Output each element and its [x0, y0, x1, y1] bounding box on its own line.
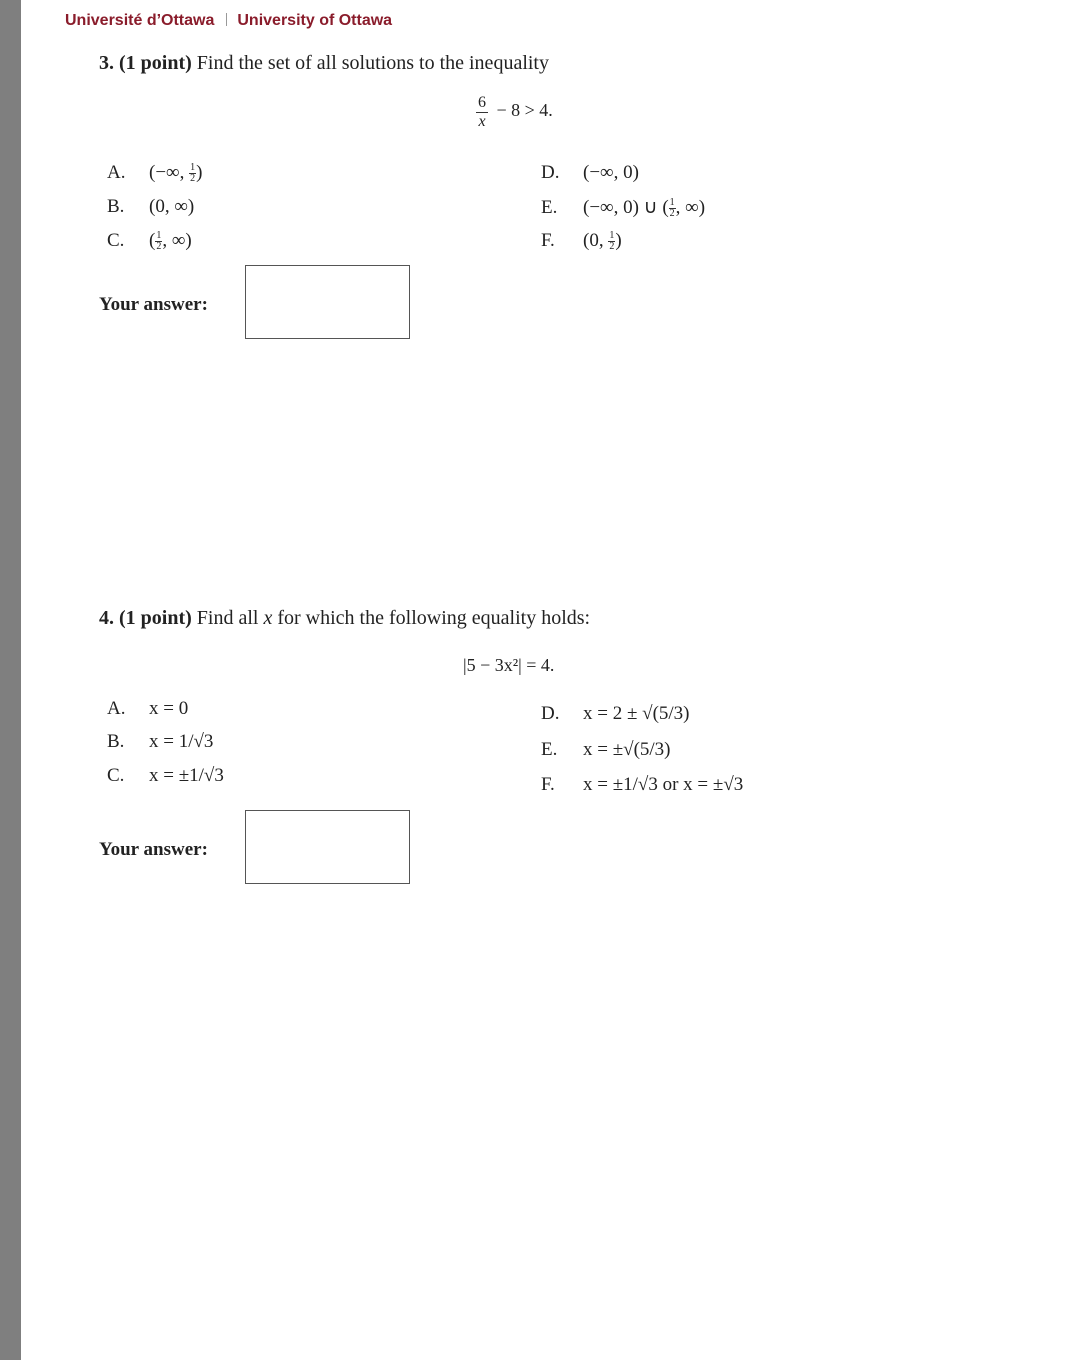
frac-den: 2: [190, 173, 196, 185]
option-value: x = 2 ± √(5/3): [583, 703, 690, 724]
q3-option-c: [107, 230, 192, 252]
option-label: D.: [541, 162, 560, 183]
equation-rest: − 8 > 4.: [496, 100, 553, 121]
frac-num: 1: [156, 230, 162, 242]
header-french: Université d’Ottawa: [65, 12, 215, 29]
option-value: (−∞, 0): [583, 162, 639, 183]
option-label: C.: [107, 230, 125, 251]
option-value: x = ±1/√3 or x = ±√3: [583, 774, 744, 795]
option-label: E.: [541, 197, 558, 218]
fraction-numerator: 6: [478, 94, 486, 111]
option-label: A.: [107, 162, 126, 183]
option-value: (−∞, 0) ∪ ( $\frac{1}{2}$ , ∞): [583, 197, 706, 220]
frac-num: 1: [609, 230, 615, 242]
q4-option-b: [107, 731, 213, 753]
q4-answer-input[interactable]: [245, 810, 410, 884]
option-value: x = ±√(5/3): [583, 739, 671, 760]
q3-option-f: [541, 230, 622, 252]
q4-option-d: [541, 703, 690, 725]
q3-answer-input[interactable]: [245, 265, 410, 339]
option-value: x = 1/√3: [149, 731, 214, 752]
question-3-title: [99, 52, 549, 75]
question-4-points: (1 point): [119, 607, 192, 629]
option-value: ( $\frac{1}{2}$ , ∞): [149, 230, 192, 253]
question-3-number: 3.: [99, 52, 114, 74]
header-english: University of Ottawa: [237, 12, 393, 29]
question-4-title: [99, 607, 590, 630]
q3-answer-label: Your answer:: [99, 294, 208, 315]
frac-num: 1: [669, 197, 675, 209]
option-value: (−∞, $\frac{1}{2}$ ): [149, 162, 203, 185]
equation-fraction: [476, 94, 488, 130]
q4-option-f: [541, 774, 743, 796]
q4-option-a: [107, 698, 188, 720]
university-header: [65, 12, 392, 30]
question-4-prompt-post: for which the following equality holds:: [277, 607, 591, 629]
q3-option-e: [541, 196, 705, 219]
option-label: B.: [107, 196, 125, 217]
frac-num: 1: [190, 162, 196, 174]
question-4-prompt-pre: Find all: [196, 607, 259, 629]
q4-option-e: [541, 739, 671, 761]
header-divider: [226, 13, 227, 26]
question-3-points: (1 point): [119, 52, 192, 74]
option-label: A.: [107, 698, 126, 719]
option-value: (0, ∞): [149, 196, 195, 217]
option-label: F.: [541, 230, 555, 251]
option-label: E.: [541, 739, 558, 760]
q3-option-a: [107, 162, 202, 184]
option-value: x = ±1/√3: [149, 765, 224, 786]
question-4-prompt-var: x: [263, 607, 273, 629]
q3-option-d: [541, 162, 639, 184]
frac-den: 2: [669, 208, 675, 220]
question-4-number: 4.: [99, 607, 114, 629]
option-value: x = 0: [149, 698, 189, 719]
option-label: C.: [107, 765, 125, 786]
option-value: (0, $\frac{1}{2}$ ): [583, 230, 622, 253]
frac-den: 2: [156, 241, 162, 253]
q4-answer-label: Your answer:: [99, 839, 208, 860]
left-gutter: [0, 0, 21, 1360]
option-label: B.: [107, 731, 125, 752]
fraction-denominator: x: [478, 112, 486, 130]
frac-den: 2: [609, 241, 615, 253]
q4-option-c: [107, 765, 224, 787]
option-label: F.: [541, 774, 555, 795]
question-3-prompt: Find the set of all solutions to the inequality: [196, 52, 549, 74]
question-3-equation: [476, 94, 553, 130]
q3-option-b: [107, 196, 194, 218]
question-4-equation: |5 − 3x²| = 4.: [463, 655, 555, 675]
option-label: D.: [541, 703, 560, 724]
